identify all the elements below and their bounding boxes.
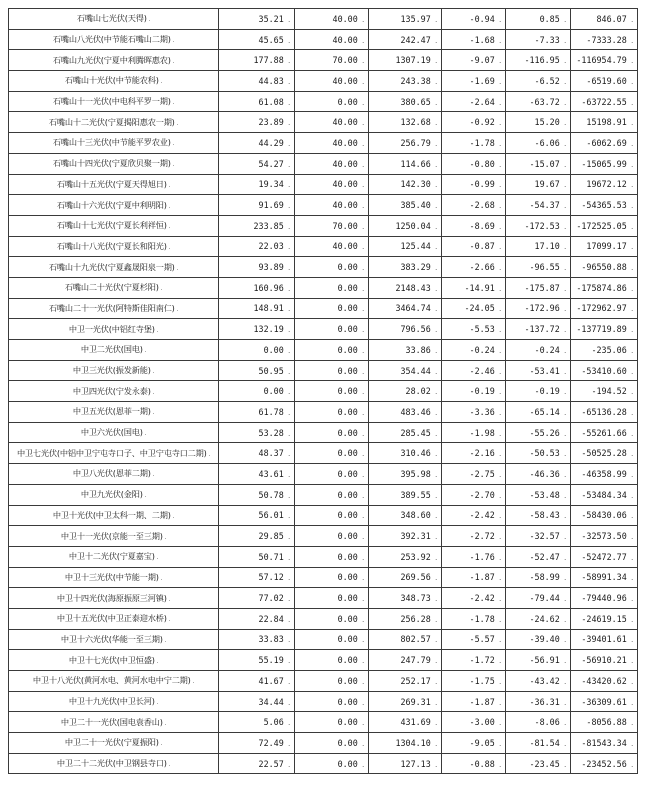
value-a-cell: 23.89 . [219,112,295,133]
station-name-cell: 中卫十四光伏(海原振原三河镇) . [9,588,219,609]
value-a-cell: 22.57 . [219,753,295,774]
value-e-cell: -46.36 . [506,464,571,485]
table-row [9,422,638,443]
value-f-cell: -194.52 . [571,381,638,402]
value-c-cell: 285.45 . [369,422,442,443]
value-f-cell: -8056.88 . [571,712,638,733]
value-f-cell: -58991.34 . [571,567,638,588]
value-d-cell: -0.88 . [442,753,506,774]
value-e-cell: 19.67 . [506,174,571,195]
value-b-cell: 0.00 . [295,360,369,381]
station-name-cell: 石嘴山十三光伏(中节能平罗农业) . [9,133,219,154]
value-d-cell: -2.72 . [442,526,506,547]
value-d-cell: -1.98 . [442,422,506,443]
value-d-cell: -2.68 . [442,195,506,216]
value-f-cell: -43420.62 . [571,671,638,692]
station-name-cell: 石嘴山七光伏(天得) . [9,9,219,30]
value-f-cell: -53410.60 . [571,360,638,381]
value-a-cell: 77.02 . [219,588,295,609]
value-e-cell: -63.72 . [506,91,571,112]
value-d-cell: -1.87 . [442,567,506,588]
table-row [9,546,638,567]
value-b-cell: 40.00 . [295,9,369,30]
value-c-cell: 125.44 . [369,236,442,257]
value-b-cell: 40.00 . [295,236,369,257]
value-d-cell: -2.42 . [442,505,506,526]
station-name-cell: 中卫二十一光伏(国电袁香山) . [9,712,219,733]
value-b-cell: 40.00 . [295,174,369,195]
value-f-cell: -7333.28 . [571,29,638,50]
table-row [9,112,638,133]
value-d-cell: -9.07 . [442,50,506,71]
value-c-cell: 1307.19 . [369,50,442,71]
station-name-cell: 石嘴山十四光伏(宁夏欣贝聚一期) . [9,153,219,174]
table-row [9,608,638,629]
value-b-cell: 0.00 . [295,753,369,774]
table-row [9,629,638,650]
station-name-cell: 中卫三光伏(振发新能) . [9,360,219,381]
value-e-cell: -7.33 . [506,29,571,50]
value-a-cell: 22.03 . [219,236,295,257]
value-c-cell: 1250.04 . [369,215,442,236]
value-c-cell: 383.29 . [369,257,442,278]
value-b-cell: 0.00 . [295,712,369,733]
value-a-cell: 44.29 . [219,133,295,154]
table-row [9,671,638,692]
table-row [9,71,638,92]
table-row [9,29,638,50]
value-e-cell: -137.72 . [506,319,571,340]
station-name-cell: 中卫六光伏(国电) . [9,422,219,443]
station-name-cell: 石嘴山十一光伏(中电科平罗一期) . [9,91,219,112]
value-f-cell: -39401.61 . [571,629,638,650]
value-e-cell: -43.42 . [506,671,571,692]
value-f-cell: -56910.21 . [571,650,638,671]
table-row [9,526,638,547]
station-name-cell: 石嘴山十八光伏(宁夏长和阳光) . [9,236,219,257]
value-a-cell: 91.69 . [219,195,295,216]
value-d-cell: -0.24 . [442,340,506,361]
value-d-cell: -1.75 . [442,671,506,692]
value-e-cell: -55.26 . [506,422,571,443]
table-row [9,340,638,361]
station-name-cell: 石嘴山十七光伏(宁夏长利祥恒) . [9,215,219,236]
value-f-cell: -65136.28 . [571,402,638,423]
value-a-cell: 55.19 . [219,650,295,671]
value-c-cell: 2148.43 . [369,277,442,298]
value-e-cell: -56.91 . [506,650,571,671]
value-a-cell: 22.84 . [219,608,295,629]
value-f-cell: -175874.86 . [571,277,638,298]
value-a-cell: 50.95 . [219,360,295,381]
station-name-cell: 石嘴山十五光伏(宁夏天得旭日) . [9,174,219,195]
table-row [9,567,638,588]
station-name-cell: 中卫十光伏(中卫太科一期、二期) . [9,505,219,526]
value-a-cell: 61.08 . [219,91,295,112]
value-d-cell: -3.00 . [442,712,506,733]
value-e-cell: -0.24 . [506,340,571,361]
value-a-cell: 35.21 . [219,9,295,30]
value-f-cell: -235.06 . [571,340,638,361]
station-name-cell: 中卫十三光伏(中节能一期) . [9,567,219,588]
value-c-cell: 431.69 . [369,712,442,733]
value-e-cell: -58.43 . [506,505,571,526]
value-d-cell: -0.80 . [442,153,506,174]
station-name-cell: 中卫八光伏(恩菲二期) . [9,464,219,485]
value-e-cell: -6.06 . [506,133,571,154]
value-e-cell: -6.52 . [506,71,571,92]
value-d-cell: -9.05 . [442,733,506,754]
value-b-cell: 0.00 . [295,691,369,712]
value-f-cell: -46358.99 . [571,464,638,485]
value-e-cell: -0.19 . [506,381,571,402]
value-a-cell: 148.91 . [219,298,295,319]
value-c-cell: 269.56 . [369,567,442,588]
value-f-cell: -53484.34 . [571,484,638,505]
value-c-cell: 269.31 . [369,691,442,712]
value-b-cell: 0.00 . [295,443,369,464]
value-b-cell: 0.00 . [295,381,369,402]
value-e-cell: -172.53 . [506,215,571,236]
value-e-cell: 15.20 . [506,112,571,133]
value-d-cell: -0.92 . [442,112,506,133]
value-f-cell: -79440.96 . [571,588,638,609]
table-row [9,236,638,257]
value-d-cell: -8.69 . [442,215,506,236]
table-row [9,9,638,30]
value-e-cell: -54.37 . [506,195,571,216]
station-name-cell: 中卫十二光伏(宁夏嘉宝) . [9,546,219,567]
value-e-cell: -24.62 . [506,608,571,629]
value-b-cell: 0.00 . [295,422,369,443]
station-name-cell: 中卫九光伏(金阳) . [9,484,219,505]
value-d-cell: -24.05 . [442,298,506,319]
value-e-cell: -36.31 . [506,691,571,712]
value-a-cell: 0.00 . [219,340,295,361]
station-name-cell: 中卫四光伏(宁发永泰) . [9,381,219,402]
value-d-cell: -14.91 . [442,277,506,298]
value-f-cell: 846.07 . [571,9,638,30]
value-b-cell: 0.00 . [295,588,369,609]
value-c-cell: 256.28 . [369,608,442,629]
value-b-cell: 40.00 . [295,133,369,154]
value-d-cell: -5.53 . [442,319,506,340]
table-row [9,691,638,712]
value-f-cell: -54365.53 . [571,195,638,216]
value-f-cell: -172525.05 . [571,215,638,236]
table-row [9,650,638,671]
value-d-cell: -1.78 . [442,608,506,629]
value-b-cell: 0.00 . [295,402,369,423]
value-a-cell: 19.34 . [219,174,295,195]
station-name-cell: 石嘴山十九光伏(宁夏鑫晟阳泉一期) . [9,257,219,278]
value-d-cell: -2.16 . [442,443,506,464]
table-row [9,133,638,154]
value-e-cell: -175.87 . [506,277,571,298]
station-name-cell: 石嘴山十六光伏(宁夏中利明阳) . [9,195,219,216]
station-name-cell: 中卫二光伏(国电) . [9,340,219,361]
value-d-cell: -2.75 . [442,464,506,485]
value-a-cell: 57.12 . [219,567,295,588]
value-a-cell: 33.83 . [219,629,295,650]
station-name-cell: 中卫十五光伏(中卫正泰迎水桥) . [9,608,219,629]
value-d-cell: -0.19 . [442,381,506,402]
data-table [8,8,638,774]
value-a-cell: 29.85 . [219,526,295,547]
value-b-cell: 70.00 . [295,215,369,236]
value-d-cell: -0.87 . [442,236,506,257]
value-b-cell: 0.00 . [295,733,369,754]
station-name-cell: 中卫十九光伏(中卫长河) . [9,691,219,712]
value-c-cell: 114.66 . [369,153,442,174]
value-c-cell: 28.02 . [369,381,442,402]
value-f-cell: -52472.77 . [571,546,638,567]
value-a-cell: 50.71 . [219,546,295,567]
value-a-cell: 54.27 . [219,153,295,174]
value-c-cell: 132.68 . [369,112,442,133]
value-d-cell: -1.72 . [442,650,506,671]
table-row [9,153,638,174]
table-row [9,257,638,278]
value-c-cell: 142.30 . [369,174,442,195]
value-f-cell: -23452.56 . [571,753,638,774]
value-c-cell: 392.31 . [369,526,442,547]
value-d-cell: -2.42 . [442,588,506,609]
value-b-cell: 0.00 . [295,567,369,588]
table-row [9,712,638,733]
station-name-cell: 中卫五光伏(恩菲一期) . [9,402,219,423]
station-name-cell: 中卫一光伏(中铝红寺堡) . [9,319,219,340]
value-b-cell: 0.00 . [295,546,369,567]
station-name-cell: 中卫十六光伏(华能一至三期) . [9,629,219,650]
value-d-cell: -2.46 . [442,360,506,381]
value-e-cell: -32.57 . [506,526,571,547]
station-name-cell: 石嘴山九光伏(宁夏中利腾晖惠农) . [9,50,219,71]
value-b-cell: 0.00 . [295,608,369,629]
value-f-cell: -55261.66 . [571,422,638,443]
value-a-cell: 43.61 . [219,464,295,485]
station-name-cell: 石嘴山十光伏(中节能农科) . [9,71,219,92]
value-e-cell: -53.48 . [506,484,571,505]
value-d-cell: -2.64 . [442,91,506,112]
table-row [9,381,638,402]
value-a-cell: 93.89 . [219,257,295,278]
value-c-cell: 127.13 . [369,753,442,774]
value-f-cell: -116954.79 . [571,50,638,71]
value-a-cell: 44.83 . [219,71,295,92]
value-f-cell: -50525.28 . [571,443,638,464]
table-row [9,91,638,112]
value-b-cell: 40.00 . [295,71,369,92]
value-a-cell: 53.28 . [219,422,295,443]
value-d-cell: -1.69 . [442,71,506,92]
table-row [9,50,638,71]
station-name-cell: 中卫十七光伏(中卫恒盛) . [9,650,219,671]
value-d-cell: -2.66 . [442,257,506,278]
table-row [9,360,638,381]
value-b-cell: 0.00 . [295,464,369,485]
table-row [9,298,638,319]
station-name-cell: 中卫十一光伏(京能一至三期) . [9,526,219,547]
station-name-cell: 石嘴山二十光伏(宁夏杉阳) . [9,277,219,298]
value-d-cell: -1.78 . [442,133,506,154]
value-e-cell: -65.14 . [506,402,571,423]
value-e-cell: -23.45 . [506,753,571,774]
value-b-cell: 0.00 . [295,671,369,692]
value-e-cell: -39.40 . [506,629,571,650]
value-f-cell: 17099.17 . [571,236,638,257]
table-row [9,402,638,423]
station-name-cell: 石嘴山十二光伏(宁夏揭阳惠农一期) . [9,112,219,133]
value-e-cell: -50.53 . [506,443,571,464]
value-b-cell: 0.00 . [295,629,369,650]
value-b-cell: 0.00 . [295,91,369,112]
value-f-cell: -6519.60 . [571,71,638,92]
value-e-cell: -58.99 . [506,567,571,588]
value-d-cell: -1.68 . [442,29,506,50]
value-d-cell: -2.70 . [442,484,506,505]
station-name-cell: 中卫二十一光伏(宁夏振阳) . [9,733,219,754]
value-b-cell: 0.00 . [295,319,369,340]
table-row [9,195,638,216]
value-e-cell: 0.85 . [506,9,571,30]
value-f-cell: -6062.69 . [571,133,638,154]
value-a-cell: 0.00 . [219,381,295,402]
value-b-cell: 40.00 . [295,153,369,174]
value-e-cell: -15.07 . [506,153,571,174]
value-a-cell: 41.67 . [219,671,295,692]
value-b-cell: 0.00 . [295,650,369,671]
value-a-cell: 61.78 . [219,402,295,423]
value-c-cell: 256.79 . [369,133,442,154]
value-e-cell: -96.55 . [506,257,571,278]
value-f-cell: -81543.34 . [571,733,638,754]
value-c-cell: 242.47 . [369,29,442,50]
value-c-cell: 348.73 . [369,588,442,609]
table-body [9,9,638,774]
value-c-cell: 483.46 . [369,402,442,423]
value-a-cell: 160.96 . [219,277,295,298]
value-c-cell: 348.60 . [369,505,442,526]
value-b-cell: 0.00 . [295,298,369,319]
value-c-cell: 354.44 . [369,360,442,381]
value-f-cell: -172962.97 . [571,298,638,319]
value-f-cell: 15198.91 . [571,112,638,133]
value-d-cell: -3.36 . [442,402,506,423]
value-c-cell: 389.55 . [369,484,442,505]
value-a-cell: 177.88 . [219,50,295,71]
table-row [9,588,638,609]
value-e-cell: -172.96 . [506,298,571,319]
value-a-cell: 34.44 . [219,691,295,712]
value-a-cell: 5.06 . [219,712,295,733]
value-c-cell: 395.98 . [369,464,442,485]
station-name-cell: 中卫七光伏(中铝中卫宁屯寺口子、中卫宁屯寺口二期) . [9,443,219,464]
value-b-cell: 0.00 . [295,257,369,278]
table-row [9,753,638,774]
value-a-cell: 56.01 . [219,505,295,526]
table-row [9,174,638,195]
value-c-cell: 253.92 . [369,546,442,567]
value-c-cell: 252.17 . [369,671,442,692]
value-f-cell: 19672.12 . [571,174,638,195]
value-d-cell: -5.57 . [442,629,506,650]
table-row [9,464,638,485]
value-f-cell: -32573.50 . [571,526,638,547]
value-c-cell: 33.86 . [369,340,442,361]
table-row [9,733,638,754]
value-d-cell: -0.99 . [442,174,506,195]
value-c-cell: 796.56 . [369,319,442,340]
value-b-cell: 40.00 . [295,112,369,133]
value-a-cell: 45.65 . [219,29,295,50]
value-f-cell: -24619.15 . [571,608,638,629]
table-row [9,319,638,340]
value-c-cell: 1304.10 . [369,733,442,754]
table-row [9,215,638,236]
value-b-cell: 70.00 . [295,50,369,71]
value-b-cell: 0.00 . [295,526,369,547]
value-b-cell: 0.00 . [295,505,369,526]
value-e-cell: 17.10 . [506,236,571,257]
value-e-cell: -8.06 . [506,712,571,733]
table-row [9,484,638,505]
value-f-cell: -137719.89 . [571,319,638,340]
value-f-cell: -63722.55 . [571,91,638,112]
value-b-cell: 0.00 . [295,484,369,505]
value-c-cell: 3464.74 . [369,298,442,319]
value-c-cell: 135.97 . [369,9,442,30]
value-d-cell: -0.94 . [442,9,506,30]
value-a-cell: 50.78 . [219,484,295,505]
station-name-cell: 石嘴山二十一光伏(阿特斯佳阳南仁) . [9,298,219,319]
value-a-cell: 132.19 . [219,319,295,340]
station-name-cell: 中卫二十二光伏(中卫钢县寺口) . [9,753,219,774]
value-f-cell: -36309.61 . [571,691,638,712]
value-f-cell: -96550.88 . [571,257,638,278]
value-e-cell: -81.54 . [506,733,571,754]
value-a-cell: 233.85 . [219,215,295,236]
value-c-cell: 243.38 . [369,71,442,92]
value-b-cell: 0.00 . [295,340,369,361]
value-c-cell: 310.46 . [369,443,442,464]
value-f-cell: -15065.99 . [571,153,638,174]
value-c-cell: 247.79 . [369,650,442,671]
value-a-cell: 48.37 . [219,443,295,464]
value-a-cell: 72.49 . [219,733,295,754]
value-c-cell: 802.57 . [369,629,442,650]
table-row [9,505,638,526]
value-d-cell: -1.87 . [442,691,506,712]
value-b-cell: 40.00 . [295,195,369,216]
table-row [9,443,638,464]
value-e-cell: -53.41 . [506,360,571,381]
value-b-cell: 0.00 . [295,277,369,298]
station-name-cell: 中卫十八光伏(黄河水电、黄河水电中宁二期) . [9,671,219,692]
table-row [9,277,638,298]
station-name-cell: 石嘴山八光伏(中节能石嘴山二期) . [9,29,219,50]
value-f-cell: -58430.06 . [571,505,638,526]
value-c-cell: 385.40 . [369,195,442,216]
value-b-cell: 40.00 . [295,29,369,50]
value-e-cell: -116.95 . [506,50,571,71]
value-d-cell: -1.76 . [442,546,506,567]
value-e-cell: -52.47 . [506,546,571,567]
value-e-cell: -79.44 . [506,588,571,609]
value-c-cell: 380.65 . [369,91,442,112]
